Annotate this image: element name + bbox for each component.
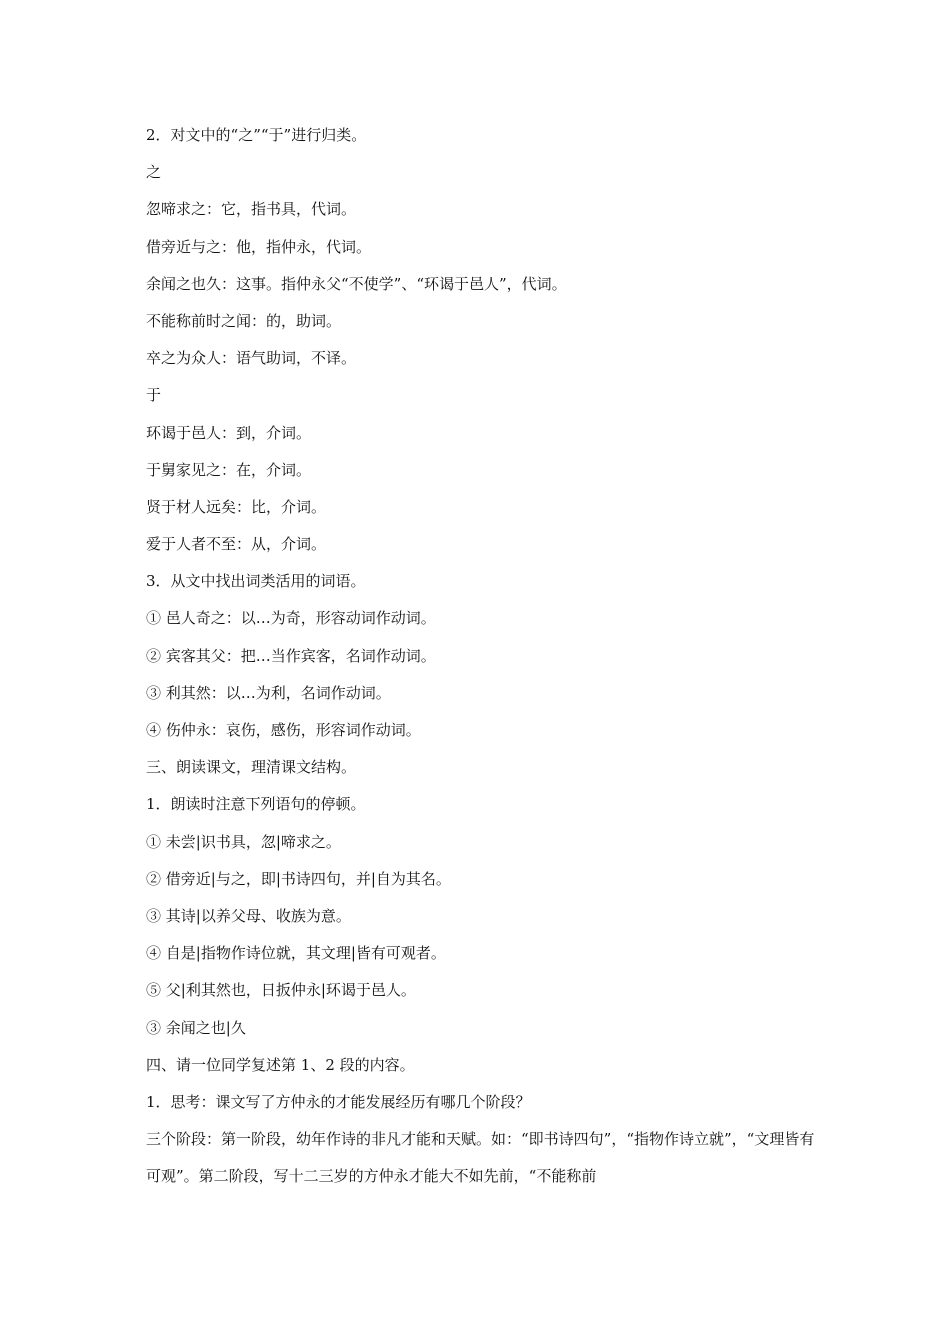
document-page [146,124,826,1195]
text-line: ① 邑人奇之：以…为奇，形容动词作动词。 [146,609,436,628]
text-line: ③ 利其然：以…为利，名词作动词。 [146,683,391,702]
text-line: ④ 自是|指物作诗位就，其文理|皆有可观者。 [146,944,446,963]
text-line: 于舅家见之：在，介词。 [146,460,312,479]
text-line: 不能称前时之闻：的，助词。 [146,311,342,330]
text-line: 忽啼求之：它，指书具，代词。 [146,200,357,219]
text-line: 2．对文中的“之”“于”进行归类。 [146,126,367,144]
text-line: 1．思考：课文写了方仲永的才能发展经历有哪几个阶段？ [146,1092,531,1111]
text-line: 贤于材人远矣：比，介词。 [146,497,327,516]
text-line: 三、朗读课文，理清课文结构。 [146,758,357,777]
text-line: 爱于人者不至：从，介词。 [146,535,327,554]
text-line: ② 宾客其父：把…当作宾客，名词作动词。 [146,646,436,665]
text-line: 1．朗读时注意下列语句的停顿。 [146,795,366,814]
text-line: 借旁近与之：他，指仲永，代词。 [146,237,372,256]
text-line: 环谒于邑人：到，介词。 [146,423,312,442]
text-line: ⑤ 父|利其然也，日扳仲永|环谒于邑人。 [146,981,416,1000]
text-line: ④ 伤仲永：哀伤，感伤，形容词作动词。 [146,721,421,739]
text-line: ③ 其诗|以养父母、收族为意。 [146,906,351,925]
text-line: 卒之为众人：语气助词，不译。 [146,349,357,368]
text-line: ② 借旁近|与之，即|书诗四句，并|自为其名。 [146,869,451,888]
text-line: ① 未尝|识书具，忽|啼求之。 [146,832,341,851]
text-line: 四、请一位同学复述第 1、2 段的内容。 [146,1055,415,1074]
answer-paragraph: 三个阶段：第一阶段，幼年作诗的非凡才能和天赋。如：“即书诗四句”，“指物作诗立就”，“文理皆有可观”。第二阶段，写十二三岁的方仲永才能大不如先前，“不能称前 [146,1130,815,1186]
text-line: 于 [146,386,162,405]
text-line: 余闻之也久：这事。指仲永父“不使学”、“环谒于邑人”，代词。 [146,274,567,293]
text-line: 3．从文中找出词类活用的词语。 [146,572,366,591]
text-line: 之 [146,163,162,182]
text-line: ③ 余闻之也|久 [146,1018,246,1037]
